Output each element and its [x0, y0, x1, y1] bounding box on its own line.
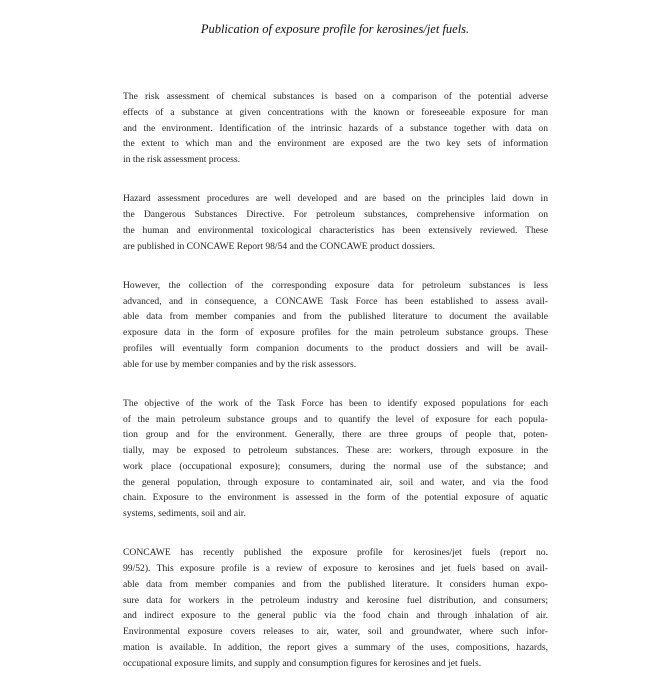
text-line: able for use by member companies and by the risk assessors.: [123, 358, 357, 370]
text-line: The risk assessment of chemical substances is based on a comparison of the potential adverse: [123, 91, 548, 102]
page-title: Publication of exposure profile for kerosines/jet fuels.: [200, 22, 470, 36]
text-line: able data from member companies and from the published literature. It considers human expo-: [123, 578, 548, 590]
text-line: tially, may be exposed to petroleum substances. These are: workers, through exposure in the: [123, 445, 548, 456]
paragraph-task-force-objective: [123, 396, 548, 522]
paragraph-risk-assessment: [123, 89, 548, 168]
text-line: the extent to which man and the environment are exposed are the two key sets of information: [123, 138, 548, 150]
text-line: Hazard assessment procedures are well developed and are based on the principles laid down in: [123, 193, 548, 205]
text-line: the human and environmental toxicological characteristics has been extensively reviewed. These: [123, 224, 548, 236]
text-line: of the main petroleum substance groups and to quantify the level of exposure for each popula-: [123, 413, 548, 425]
text-line: 99/52). This exposure profile is a review of exposure to kerosines and jet fuels based on avail-: [123, 563, 548, 574]
paragraph-exposure-data: [123, 278, 548, 373]
text-line: chain. Exposure to the environment is assessed in the form of the potential exposure of aquatic: [123, 492, 548, 504]
paragraph-hazard-assessment: [123, 191, 548, 254]
text-line: sure data for workers in the petroleum industry and kerosine fuel distribution, and consumers;: [123, 594, 548, 606]
text-line: the Dangerous Substances Directive. For petroleum substances, comprehensive information on: [123, 209, 548, 220]
text-line: in the risk assessment process.: [123, 154, 240, 165]
text-line: able data from member companies and from the published literature to document the available: [123, 311, 548, 323]
text-line: and indirect exposure to the general public via the food chain and through inhalation of air.: [123, 610, 548, 622]
text-line: occupational exposure limits, and supply and consumption figures for kerosines and jet fuels.: [123, 657, 482, 669]
text-line: exposure data in the form of exposure profiles for the main petroleum substance groups. These: [123, 327, 548, 338]
text-line: tion group and for the environment. Generally, there are three groups of people that, poten-: [123, 429, 548, 441]
text-line: mation is available. In addition, the report gives a summary of the uses, compositions, hazards,: [123, 641, 548, 653]
text-line: profiles will eventually form companion documents to the product dossiers and will be avail-: [123, 342, 548, 354]
text-line: Environmental exposure covers releases to air, water, soil and groundwater, where such infor-: [123, 626, 548, 637]
text-line: However, the collection of the corresponding exposure data for petroleum substances is less: [123, 279, 548, 291]
paragraph-publication: [123, 545, 548, 671]
text-line: The objective of the work of the Task Force has been to identify exposed populations for each: [123, 397, 548, 409]
text-line: CONCAWE has recently published the exposure profile for kerosines/jet fuels (report no.: [123, 547, 548, 559]
text-line: the general population, through exposure to contaminated air, soil and water, and via the food: [123, 476, 548, 488]
text-line: are published in CONCAWE Report 98/54 and the CONCAWE product dossiers.: [123, 240, 436, 252]
text-line: effects of a substance at given concentrations with the known or foreseeable exposure for man: [123, 106, 548, 118]
text-line: advanced, and in consequence, a CONCAWE Task Force has been established to assess avail-: [123, 295, 548, 307]
text-line: and the environment. Identification of the intrinsic hazards of a substance together with data on: [123, 122, 548, 134]
document-body: [123, 89, 548, 695]
text-line: work place (occupational exposure); consumers, during the normal use of the substance; and: [123, 460, 548, 472]
text-line: systems, sediments, soil and air.: [123, 508, 246, 519]
